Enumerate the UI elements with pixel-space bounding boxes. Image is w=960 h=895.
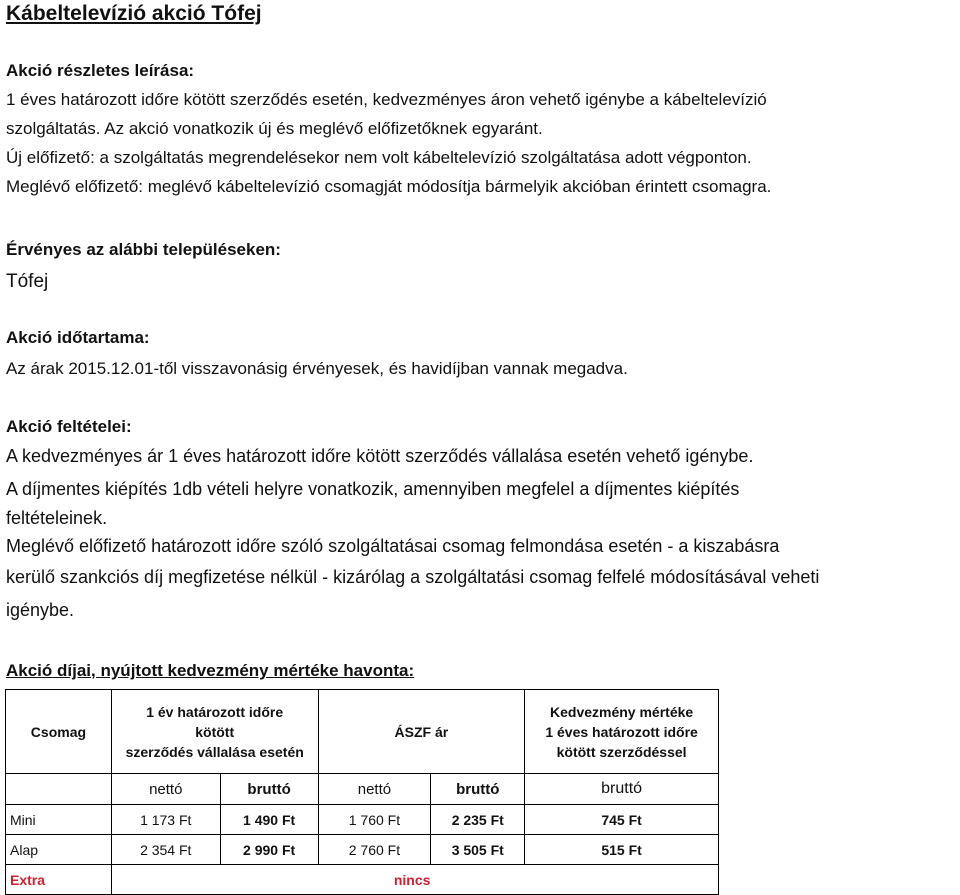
row-package-name: Alap bbox=[6, 835, 112, 865]
header-contract-price bbox=[111, 690, 318, 774]
row-net-price: 1 173 Ft bbox=[111, 805, 220, 835]
row-gross-price: 2 990 Ft bbox=[220, 835, 318, 865]
header-discount-line-2: 1 éves határozott időre bbox=[545, 723, 698, 740]
details-line-3: Új előfizető: a szolgáltatás megrendelésekor nem volt kábeltelevízió szolgáltatása adott végponton. bbox=[6, 148, 752, 167]
header-discount bbox=[525, 690, 719, 774]
details-line-1: 1 éves határozott időre kötött szerződés esetén, kedvezményes áron vehető igénybe a kábeltelevízió bbox=[6, 90, 767, 109]
row-package-name-extra: Extra bbox=[6, 865, 112, 895]
settlements-value: Tófej bbox=[6, 271, 49, 292]
row-net-price: 2 354 Ft bbox=[111, 835, 220, 865]
subheader-net-aszf: nettó bbox=[318, 774, 431, 805]
row-package-name: Mini bbox=[6, 805, 112, 835]
row-aszf-gross: 3 505 Ft bbox=[431, 835, 525, 865]
header-contract-line-3: szerződés vállalása esetén bbox=[125, 743, 304, 760]
fees-heading: Akció díjai, nyújtott kedvezmény mértéke havonta: bbox=[6, 661, 415, 680]
conditions-heading: Akció feltételei: bbox=[6, 417, 132, 436]
header-contract-line-1: 1 év határozott időre bbox=[146, 703, 284, 720]
details-line-4: Meglévő előfizető: meglévő kábeltelevízió csomagját módosítja bármelyik akcióban érintett csomagra. bbox=[6, 177, 772, 196]
subheader-net-contract: nettó bbox=[111, 774, 220, 805]
header-package: Csomag bbox=[6, 690, 112, 774]
header-discount-line-1: Kedvezmény mértéke bbox=[550, 703, 694, 720]
row-aszf-gross: 2 235 Ft bbox=[431, 805, 525, 835]
duration-heading: Akció időtartama: bbox=[6, 328, 150, 347]
duration-text: Az árak 2015.12.01-től visszavonásig érvényesek, és havidíjban vannak megadva. bbox=[6, 359, 628, 378]
conditions-line-3: feltételeinek. bbox=[6, 508, 108, 528]
row-extra-status: nincs bbox=[111, 865, 718, 895]
header-discount-line-3: kötött szerződéssel bbox=[556, 743, 687, 760]
conditions-line-5: kerülő szankciós díj megfizetése nélkül - kizárólag a szolgáltatási csomag felfelé módosításával veheti bbox=[6, 567, 820, 587]
row-gross-price: 1 490 Ft bbox=[220, 805, 318, 835]
row-aszf-net: 1 760 Ft bbox=[318, 805, 431, 835]
table-subheader-row bbox=[6, 774, 719, 805]
conditions-line-1: A kedvezményes ár 1 éves határozott időre kötött szerződés vállalása esetén vehető igénybe. bbox=[6, 446, 754, 466]
details-line-2: szolgáltatás. Az akció vonatkozik új és meglévő előfizetőknek egyaránt. bbox=[6, 119, 543, 138]
subheader-gross-contract: bruttó bbox=[220, 774, 318, 805]
table-row bbox=[6, 835, 719, 865]
table-header-row bbox=[6, 690, 719, 774]
table-row-extra bbox=[6, 865, 719, 895]
row-discount: 515 Ft bbox=[525, 835, 719, 865]
price-table bbox=[5, 689, 719, 895]
table-row bbox=[6, 805, 719, 835]
page-title: Kábeltelevízió akció Tófej bbox=[6, 2, 262, 25]
row-aszf-net: 2 760 Ft bbox=[318, 835, 431, 865]
header-aszf-price: ÁSZF ár bbox=[318, 690, 525, 774]
conditions-line-2: A díjmentes kiépítés 1db vételi helyre vonatkozik, amennyiben megfelel a díjmentes kiépítés bbox=[6, 479, 740, 499]
conditions-line-6: igénybe. bbox=[6, 600, 75, 620]
conditions-line-4: Meglévő előfizető határozott időre szóló szolgáltatásai csomag felmondása esetén - a kiszabásra bbox=[6, 536, 780, 556]
row-discount: 745 Ft bbox=[525, 805, 719, 835]
subheader-empty bbox=[6, 774, 112, 805]
settlements-heading: Érvényes az alábbi településeken: bbox=[6, 240, 281, 259]
subheader-gross-discount: bruttó bbox=[525, 774, 719, 805]
details-heading: Akció részletes leírása: bbox=[6, 61, 195, 80]
header-contract-line-2: kötött bbox=[195, 723, 235, 740]
subheader-gross-aszf: bruttó bbox=[431, 774, 525, 805]
